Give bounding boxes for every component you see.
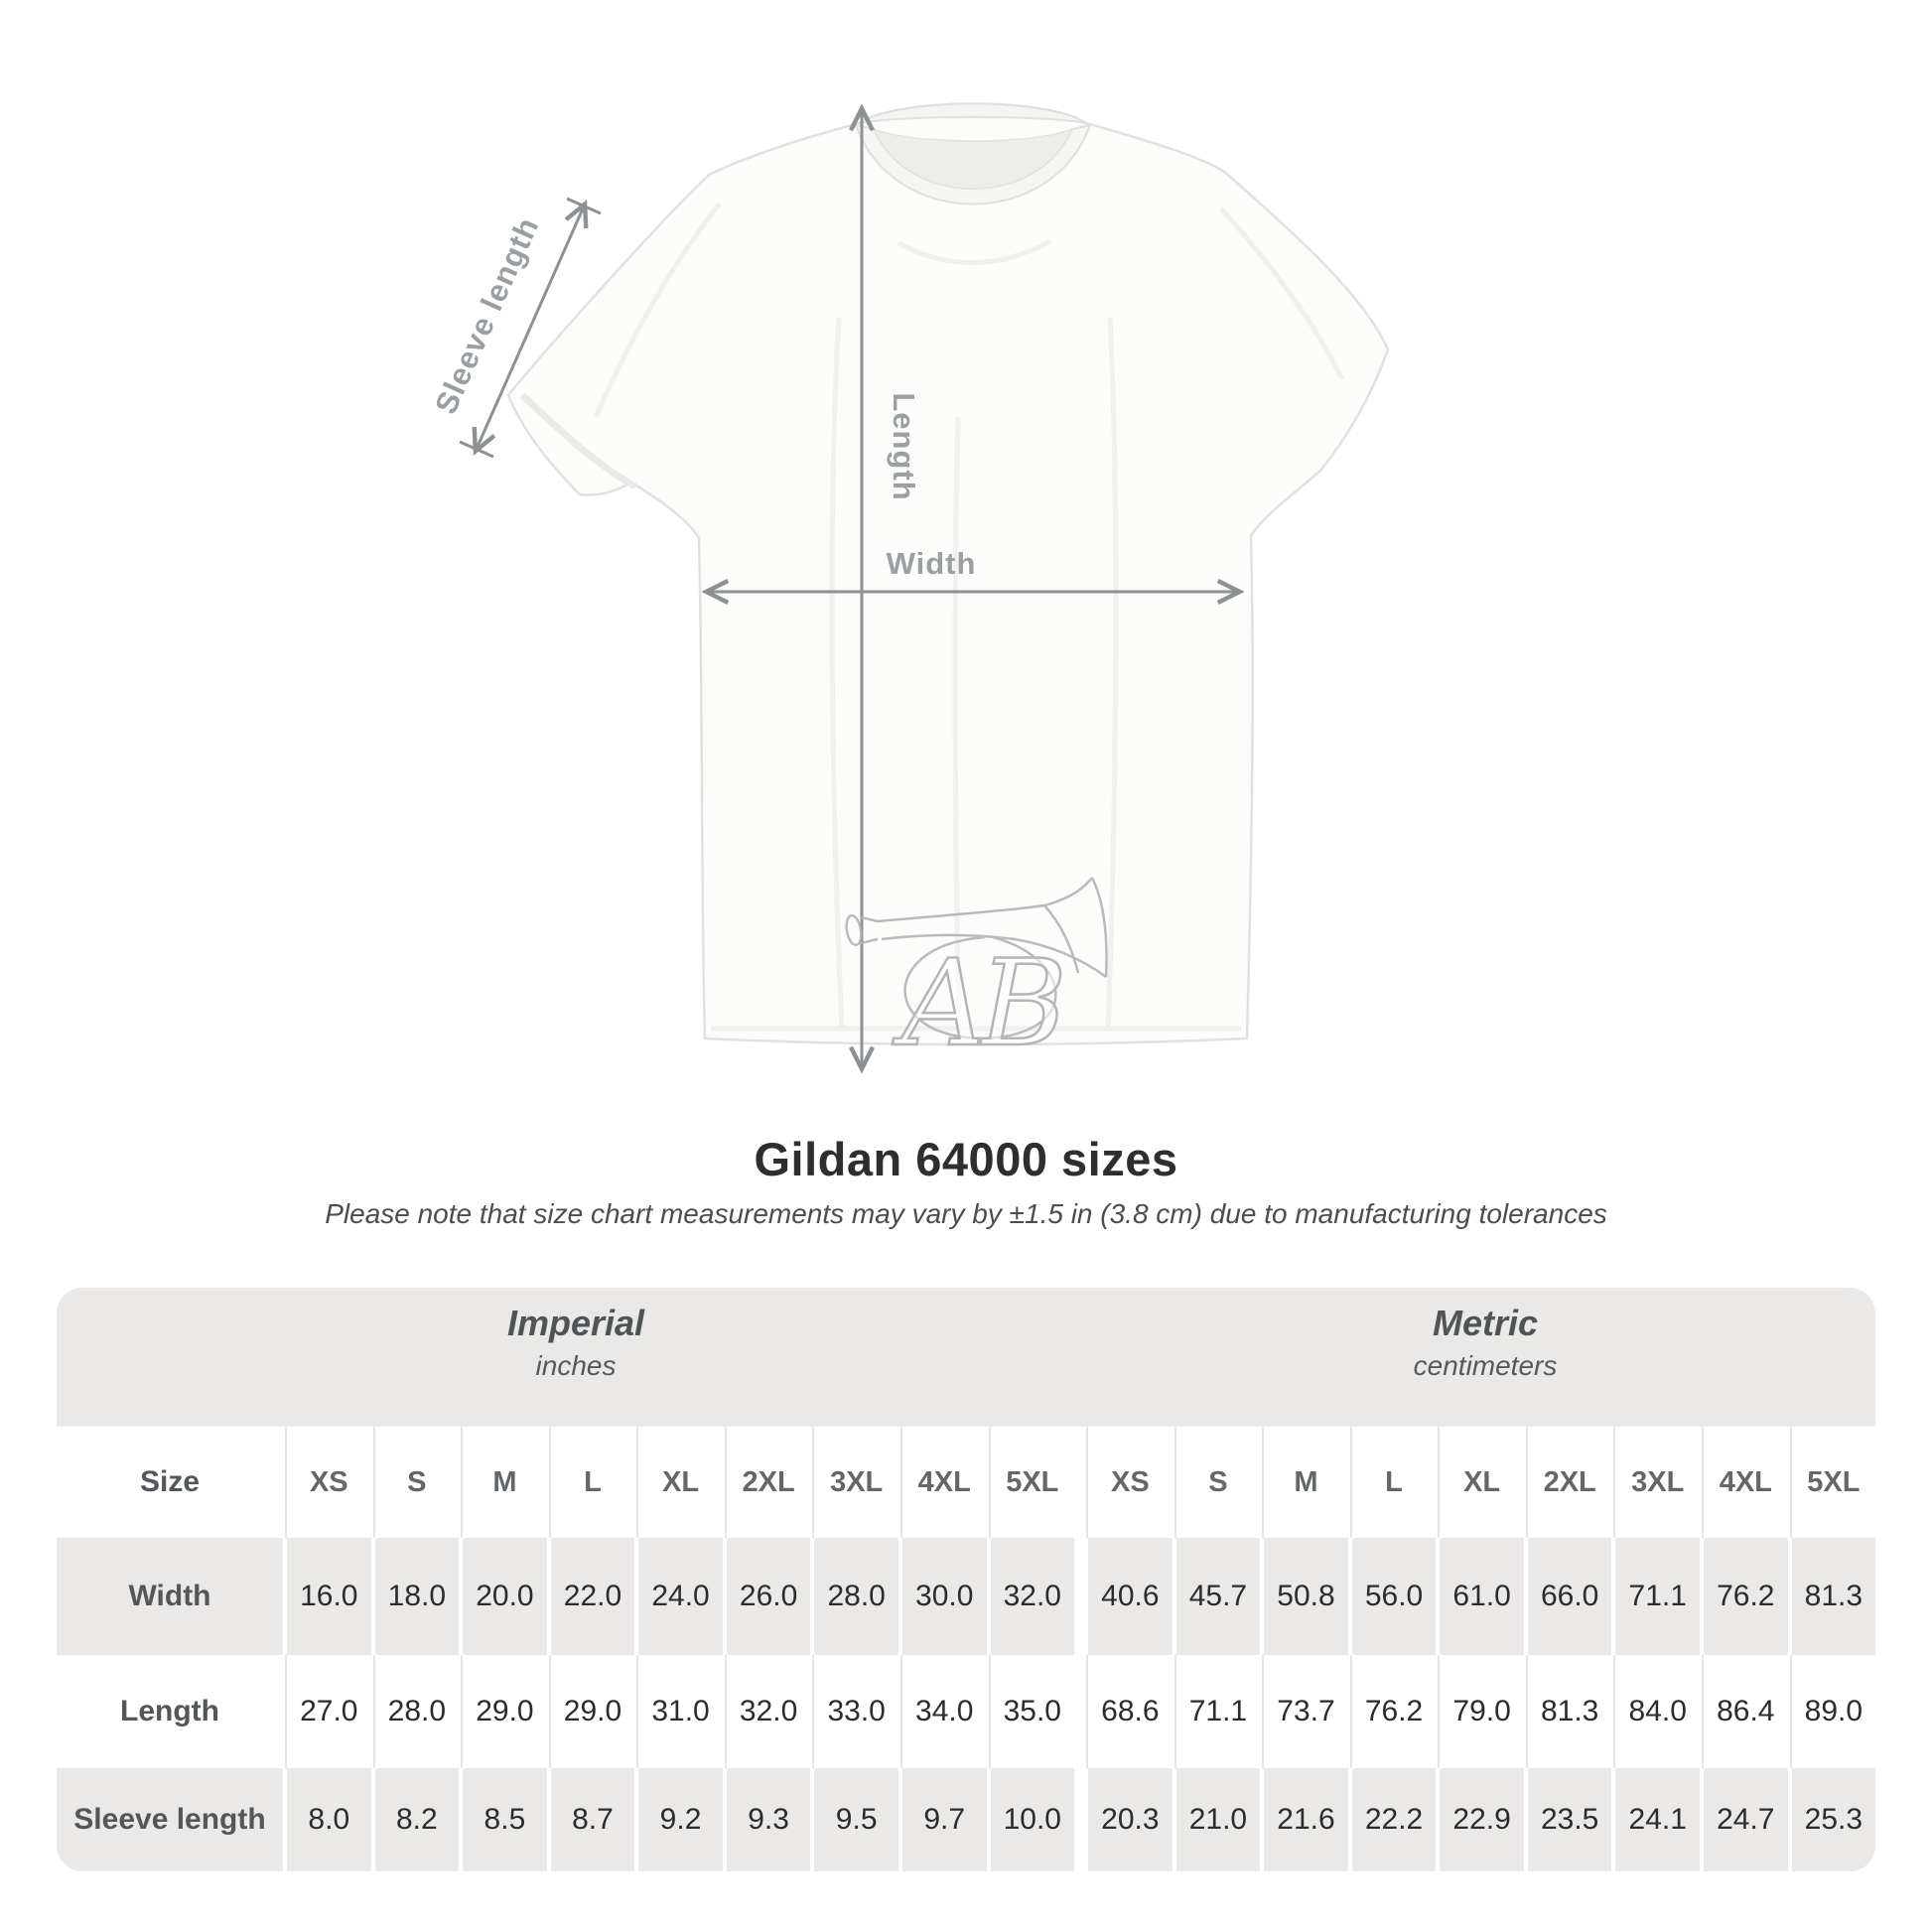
- measurement-cell: 84.0: [1613, 1655, 1700, 1768]
- measurement-cell: 71.1: [1174, 1655, 1261, 1768]
- measurement-cell: 20.3: [1088, 1768, 1173, 1871]
- measurement-cell: 66.0: [1528, 1538, 1612, 1655]
- measurement-cell: 8.2: [375, 1768, 460, 1871]
- measurement-cell: 25.3: [1792, 1768, 1875, 1871]
- size-col-header: XL: [636, 1427, 723, 1538]
- size-col-header: S: [373, 1427, 460, 1538]
- size-col-header: M: [461, 1427, 547, 1538]
- sleeve-arrow-tick-top: [567, 199, 601, 213]
- size-col-header: 3XL: [812, 1427, 898, 1538]
- watermark-letters: AB: [901, 935, 1059, 1073]
- tolerance-note: Please note that size chart measurements may vary by ±1.5 in (3.8 cm) due to manufacturing tolerances: [325, 1198, 1607, 1229]
- measurement-cell: 28.0: [373, 1655, 460, 1768]
- imperial-title: Imperial: [506, 1303, 645, 1343]
- measurement-cell: 9.2: [638, 1768, 723, 1871]
- measurement-cell: 21.6: [1264, 1768, 1348, 1871]
- measurement-cell: 32.0: [991, 1538, 1075, 1655]
- measurement-cell: 86.4: [1702, 1655, 1788, 1768]
- measurement-cell: 50.8: [1264, 1538, 1348, 1655]
- width-row: [57, 1538, 1875, 1655]
- measurement-cell: 76.2: [1704, 1538, 1788, 1655]
- measurement-cell: 24.0: [638, 1538, 723, 1655]
- measurement-cell: 79.0: [1438, 1655, 1524, 1768]
- width-label: Width: [886, 546, 977, 581]
- units-band: [57, 1288, 1875, 1427]
- measurement-cell: 30.0: [902, 1538, 987, 1655]
- page-title: Gildan 64000 sizes: [754, 1133, 1178, 1185]
- measurement-cell: 27.0: [285, 1655, 371, 1768]
- size-col-header: 3XL: [1613, 1427, 1700, 1538]
- size-col-header: 4XL: [900, 1427, 987, 1538]
- size-column-title: Size: [57, 1427, 283, 1538]
- size-col-header: 5XL: [1790, 1427, 1875, 1538]
- measurement-cell: 81.3: [1792, 1538, 1875, 1655]
- size-col-header: XL: [1438, 1427, 1524, 1538]
- measurement-cell: 34.0: [900, 1655, 987, 1768]
- measurement-cell: 32.0: [725, 1655, 811, 1768]
- measurement-cell: 10.0: [991, 1768, 1075, 1871]
- sleeve-arrow-tick-bottom: [460, 442, 493, 457]
- sleeve-row-label: Sleeve length: [57, 1768, 283, 1871]
- measurement-cell: 8.5: [463, 1768, 547, 1871]
- measurement-cell: 29.0: [461, 1655, 547, 1768]
- measurement-cell: 8.7: [551, 1768, 635, 1871]
- measurement-cell: 22.2: [1352, 1768, 1437, 1871]
- imperial-header: [57, 1288, 1095, 1427]
- measurement-cell: 8.0: [287, 1768, 371, 1871]
- measurement-cell: 33.0: [812, 1655, 898, 1768]
- measurement-cell: 29.0: [549, 1655, 635, 1768]
- size-table: [57, 1288, 1875, 1871]
- measurement-cell: 9.7: [902, 1768, 987, 1871]
- measurement-cell: 61.0: [1440, 1538, 1524, 1655]
- measurement-cell: 9.3: [727, 1768, 811, 1871]
- length-row: [57, 1655, 1875, 1768]
- size-col-header: 4XL: [1702, 1427, 1788, 1538]
- size-col-header: 2XL: [1526, 1427, 1612, 1538]
- size-col-header: 2XL: [725, 1427, 811, 1538]
- measurement-cell: 31.0: [636, 1655, 723, 1768]
- size-col-header: M: [1262, 1427, 1348, 1538]
- size-header-row: [57, 1427, 1875, 1538]
- measurement-cell: 26.0: [727, 1538, 811, 1655]
- metric-header: [1095, 1288, 1875, 1427]
- size-col-header: L: [549, 1427, 635, 1538]
- sleeve-length-label: Sleeve length: [428, 211, 546, 420]
- measurement-cell: 24.1: [1615, 1768, 1700, 1871]
- measurement-cell: 40.6: [1088, 1538, 1173, 1655]
- measurement-cell: 22.0: [551, 1538, 635, 1655]
- size-col-header: S: [1174, 1427, 1261, 1538]
- measurement-cell: 9.5: [814, 1768, 898, 1871]
- measurement-cell: 23.5: [1528, 1768, 1612, 1871]
- size-col-header: 5XL: [989, 1427, 1075, 1538]
- measurement-cell: 20.0: [463, 1538, 547, 1655]
- measurement-cell: 18.0: [375, 1538, 460, 1655]
- measurement-cell: 68.6: [1086, 1655, 1173, 1768]
- measurement-cell: 28.0: [814, 1538, 898, 1655]
- measurement-cell: 76.2: [1350, 1655, 1437, 1768]
- measurement-cell: 73.7: [1262, 1655, 1348, 1768]
- size-col-header: XS: [1086, 1427, 1173, 1538]
- measurement-cell: 45.7: [1176, 1538, 1261, 1655]
- measurement-cell: 89.0: [1790, 1655, 1875, 1768]
- measurement-cell: 16.0: [287, 1538, 371, 1655]
- width-row-label: Width: [57, 1538, 283, 1655]
- sleeve-length-row: [57, 1768, 1875, 1871]
- measurement-cell: 35.0: [989, 1655, 1075, 1768]
- measurement-cell: 81.3: [1526, 1655, 1612, 1768]
- length-row-label: Length: [57, 1655, 283, 1768]
- measurement-cell: 56.0: [1352, 1538, 1437, 1655]
- length-label: Length: [887, 392, 921, 501]
- measurement-cell: 21.0: [1176, 1768, 1261, 1871]
- imperial-unit: inches: [535, 1350, 617, 1381]
- size-col-header: L: [1350, 1427, 1437, 1538]
- size-col-header: XS: [285, 1427, 371, 1538]
- measurement-cell: 71.1: [1615, 1538, 1700, 1655]
- metric-title: Metric: [1432, 1303, 1539, 1343]
- metric-unit: centimeters: [1413, 1350, 1558, 1381]
- measurement-cell: 24.7: [1704, 1768, 1788, 1871]
- measurement-cell: 22.9: [1440, 1768, 1524, 1871]
